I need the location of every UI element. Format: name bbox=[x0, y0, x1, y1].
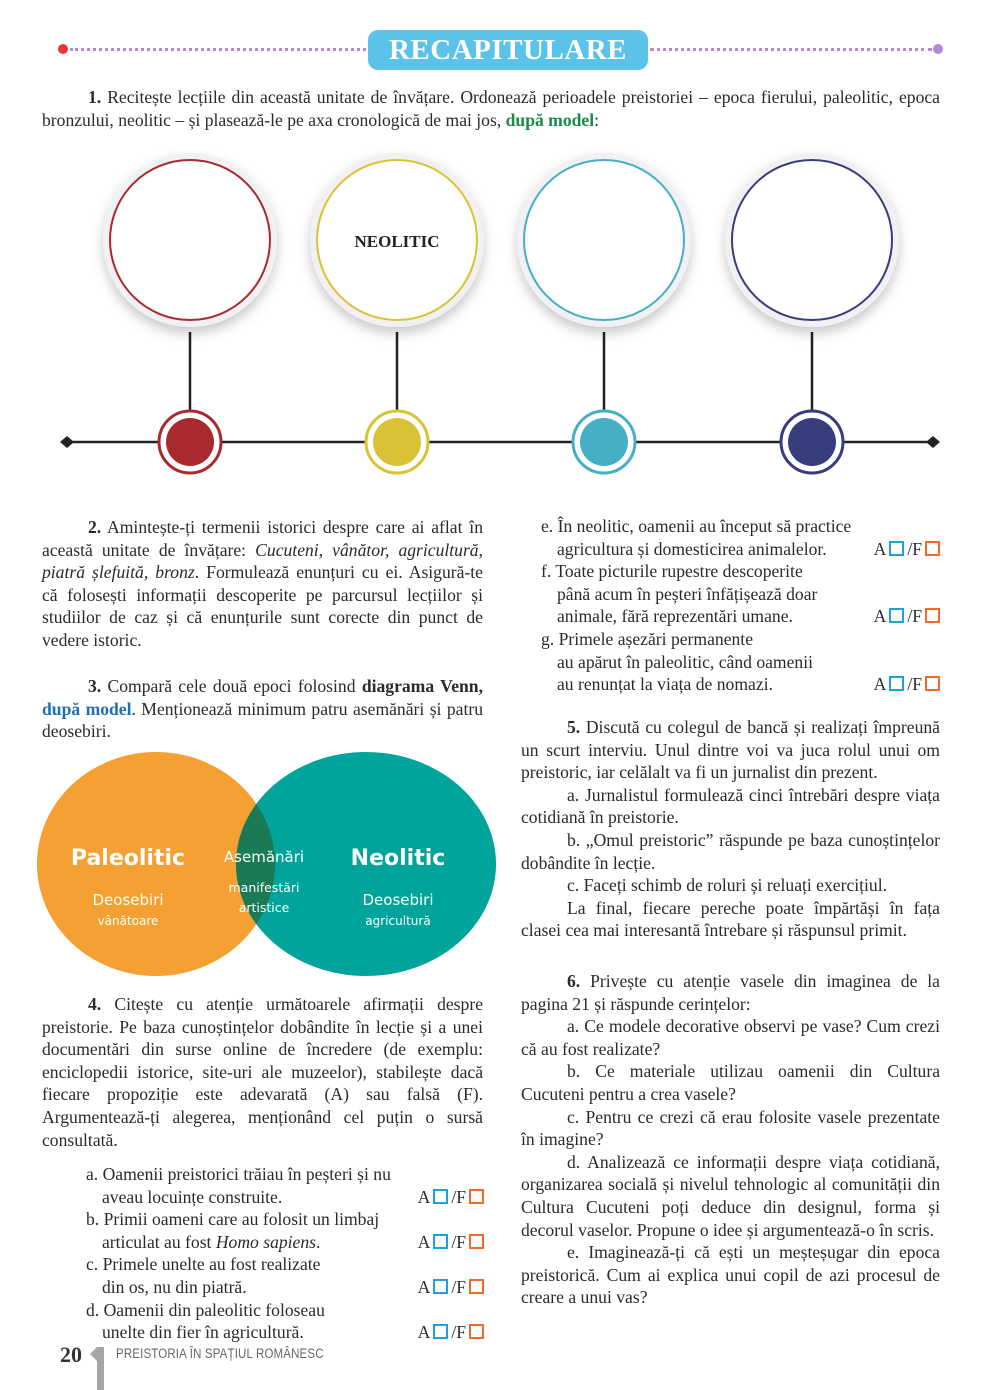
true-label: A bbox=[417, 1186, 431, 1207]
timeline-marker-dot bbox=[788, 418, 836, 466]
false-label: /F bbox=[907, 674, 922, 695]
venn-right-example: agricultură bbox=[365, 914, 431, 928]
true-false-options bbox=[874, 605, 940, 628]
venn-left-example: vânătoare bbox=[97, 914, 159, 928]
exercise-5 bbox=[521, 716, 940, 942]
timeline-marker-dot bbox=[166, 418, 214, 466]
timeline-diagram bbox=[0, 140, 1000, 500]
page-number: 20 bbox=[60, 1342, 82, 1367]
statement-line-2 bbox=[557, 538, 827, 561]
statement-line-2-text: din os, nu din piatră. bbox=[102, 1276, 247, 1297]
exercise-5-item-b: b. „Omul preistoric” răspunde pe baza cunoștințelor dobândite în lecție. bbox=[521, 829, 940, 873]
false-checkbox[interactable] bbox=[469, 1234, 484, 1249]
true-false-options bbox=[874, 673, 940, 696]
statement-last-row bbox=[541, 605, 940, 628]
exercise-2-text1: Amintește-ți termenii istorici despre care ai aflat în această unitate de învățare: bbox=[42, 517, 483, 560]
statement-line-2-text: agricultura și domesticirea animalelor. bbox=[557, 538, 827, 559]
exercise-1-number: 1. bbox=[88, 87, 102, 107]
statement-item bbox=[541, 628, 940, 696]
page-title: RECAPITULARE bbox=[368, 30, 648, 70]
exercise-6-item-c: c. Pentru ce crezi că erau folosite vasele prezentate în imagine? bbox=[521, 1106, 940, 1150]
statement-line-2-text: până acum în peșteri înfățișează doar bbox=[557, 583, 818, 604]
exercise-1 bbox=[42, 86, 940, 131]
exercise-2 bbox=[42, 516, 483, 652]
exercise-1-text: Recitește lecțiile din această unitate de învățare. Ordonează perioadele preistoriei – epoca fierului, paleolitic, epoca bronzului, neolitic – și plasează-le pe axa cronologică de mai jos, bbox=[42, 87, 940, 130]
venn-right-subtitle: Deosebiri bbox=[362, 891, 434, 909]
statements-left-column bbox=[86, 1163, 484, 1344]
venn-left-subtitle: Deosebiri bbox=[92, 891, 164, 909]
true-false-options bbox=[418, 1186, 484, 1209]
false-label: /F bbox=[451, 1186, 466, 1207]
exercise-3 bbox=[42, 675, 483, 743]
statement-last-row bbox=[541, 673, 940, 696]
venn-diagram bbox=[30, 745, 500, 985]
venn-center-example-1: manifestări bbox=[228, 880, 300, 895]
false-label: /F bbox=[451, 1276, 466, 1297]
true-checkbox[interactable] bbox=[889, 676, 904, 691]
exercise-2-terms: Cucuteni, vânător, agricultură, piatră șlefuită, bronz bbox=[42, 539, 483, 583]
venn-right-title: Neolitic bbox=[350, 846, 446, 871]
statement-item bbox=[541, 515, 940, 560]
true-checkbox[interactable] bbox=[433, 1324, 448, 1339]
false-checkbox[interactable] bbox=[469, 1324, 484, 1339]
statement-line-1: b. Primii oameni care au folosit un limbaj bbox=[86, 1209, 380, 1230]
true-label: A bbox=[417, 1231, 431, 1252]
timeline-left-arrow bbox=[60, 436, 74, 448]
true-label: A bbox=[873, 606, 887, 627]
exercise-3-number: 3. bbox=[88, 676, 102, 696]
page-marker-arrow-icon bbox=[90, 1347, 97, 1361]
timeline-period-circle bbox=[524, 160, 684, 320]
true-label: A bbox=[417, 1322, 431, 1343]
true-checkbox[interactable] bbox=[433, 1234, 448, 1249]
page-marker-bar bbox=[97, 1347, 104, 1390]
exercise-6-item-e: e. Imaginează-ți că ești un meșteșugar din epoca preistorică. Cum ai explica unui copil de azi procesul de creare a unui vas? bbox=[521, 1242, 940, 1308]
exercise-3-text1: Compară cele două epoci folosind bbox=[101, 676, 362, 696]
exercise-6-number: 6. bbox=[567, 971, 581, 991]
header-left-dotted-line bbox=[70, 48, 366, 51]
statement-line-2 bbox=[102, 1231, 320, 1254]
true-label: A bbox=[417, 1276, 431, 1297]
statement-line-2 bbox=[102, 1186, 282, 1209]
exercise-6 bbox=[521, 970, 940, 1309]
timeline-period-label: NEOLITIC bbox=[354, 232, 440, 251]
statement-last-row bbox=[86, 1231, 484, 1254]
exercise-1-colon: : bbox=[594, 109, 599, 130]
statement-item bbox=[86, 1253, 484, 1298]
statement-last-row bbox=[86, 1321, 484, 1344]
header-right-dotted-line bbox=[650, 48, 932, 51]
statement-line-1: g. Primele așezări permanente bbox=[541, 628, 754, 649]
statement-italic: Homo sapiens bbox=[215, 1231, 317, 1252]
statement-last-row bbox=[541, 538, 940, 561]
exercise-4-text: Citește cu atenție următoarele afirmații despre preistorie. Pe baza cunoștințelor dobândite în lecție și a unei documentări din surse online de încredere (de exemplu: enciclopedii istorice, site-uri ale muzeelor), stabilește dacă fiecare propoziție este adevarată (A) sau falsă (F). Argumentează-ți alegerea, menționând cel puțin o sursă consultată. bbox=[42, 994, 483, 1150]
true-false-options bbox=[418, 1231, 484, 1254]
true-label: A bbox=[873, 538, 887, 559]
exercise-5-number: 5. bbox=[567, 717, 581, 737]
statement-last-row bbox=[86, 1186, 484, 1209]
true-label: A bbox=[873, 674, 887, 695]
header-right-dot bbox=[933, 44, 943, 54]
true-checkbox[interactable] bbox=[433, 1189, 448, 1204]
exercise-6-intro: Privește cu atenție vasele din imaginea de la pagina 21 și răspunde cerințelor: bbox=[521, 971, 940, 1014]
venn-center-title: Asemănări bbox=[223, 848, 305, 866]
statement-line-2-text: au apărut în paleolitic, când oamenii bbox=[557, 651, 813, 672]
statement-item bbox=[86, 1299, 484, 1344]
false-checkbox[interactable] bbox=[925, 541, 940, 556]
venn-left-title: Paleolitic bbox=[70, 846, 186, 871]
exercise-2-text2: . Formulează enunțuri cu ei. Asigură-te că folosești informații descoperite pe parcursul lecțiilor și studiilor de caz și că enunțurile sunt corecte din punct de vedere istoric. bbox=[42, 562, 483, 650]
statement-line-3: au renunțat la viața de nomazi. bbox=[557, 674, 773, 695]
statement-line-2-text: articulat au fost bbox=[102, 1231, 216, 1252]
statement-item bbox=[86, 1163, 484, 1208]
timeline-marker-dot bbox=[580, 418, 628, 466]
exercise-3-bold: diagrama Venn, bbox=[361, 676, 483, 696]
false-checkbox[interactable] bbox=[469, 1189, 484, 1204]
statement-line-1: f. Toate picturile rupestre descoperite bbox=[541, 561, 803, 582]
true-false-options bbox=[874, 538, 940, 561]
exercise-6-item-a: a. Ce modele decorative observi pe vase? Cum crezi că au fost realizate? bbox=[521, 1016, 940, 1059]
exercise-5-item-a: a. Jurnalistul formulează cinci întrebări despre viața cotidiană în preistorie. bbox=[521, 784, 940, 828]
false-label: /F bbox=[907, 538, 922, 559]
exercise-3-text2: . Menționează minimum patru asemănări și patru deosebiri. bbox=[42, 698, 483, 742]
statement-line-1: e. În neolitic, oamenii au început să practice bbox=[541, 516, 852, 536]
true-false-options bbox=[418, 1276, 484, 1299]
exercise-6-item-b: b. Ce materiale utilizau oamenii din Cultura Cucuteni pentru a crea vasele? bbox=[521, 1061, 940, 1104]
true-false-options bbox=[418, 1321, 484, 1344]
timeline-period-circle bbox=[110, 160, 270, 320]
statement-line-2 bbox=[541, 583, 940, 606]
statement-item bbox=[541, 560, 940, 628]
statement-line-2 bbox=[541, 651, 940, 674]
false-label: /F bbox=[907, 606, 922, 627]
exercise-5-intro: Discută cu colegul de bancă și realizați împreună un scurt interviu. Unul dintre voi va juca rolul unui om preistoric, iar celălalt va fi un jurnalist din prezent. bbox=[521, 717, 940, 783]
statement-line-1: d. Oamenii din paleolitic foloseau bbox=[86, 1299, 325, 1320]
exercise-5-item-c: c. Faceți schimb de roluri și reluați exercițiul. bbox=[567, 875, 888, 896]
statement-last-row bbox=[86, 1276, 484, 1299]
false-checkbox[interactable] bbox=[925, 608, 940, 623]
header-left-dot bbox=[58, 44, 68, 54]
true-checkbox[interactable] bbox=[433, 1279, 448, 1294]
exercise-4-number: 4. bbox=[88, 994, 102, 1014]
exercise-5-final: La final, fiecare pereche poate împărtăși în fața clasei cea mai interesantă întrebare și răspunsul primit. bbox=[521, 897, 940, 941]
statement-after: . bbox=[316, 1231, 321, 1252]
chapter-title: PREISTORIA ÎN SPAȚIUL ROMÂNESC bbox=[116, 1346, 324, 1361]
exercise-1-model-link: după model bbox=[505, 109, 595, 130]
statements-right-column bbox=[541, 515, 940, 696]
false-checkbox[interactable] bbox=[469, 1279, 484, 1294]
statement-line-1: a. Oamenii preistorici trăiau în peșteri și nu bbox=[86, 1164, 391, 1184]
statement-item bbox=[86, 1208, 484, 1253]
false-label: /F bbox=[451, 1231, 466, 1252]
true-checkbox[interactable] bbox=[889, 608, 904, 623]
statement-line-2-text: aveau locuințe construite. bbox=[102, 1186, 283, 1207]
statement-line-3: animale, fără reprezentări umane. bbox=[557, 606, 793, 627]
statement-line-2 bbox=[102, 1276, 247, 1299]
exercise-3-model-link: după model bbox=[42, 698, 132, 719]
timeline-marker-dot bbox=[373, 418, 421, 466]
false-checkbox[interactable] bbox=[925, 676, 940, 691]
exercise-6-item-d: d. Analizează ce informații despre viața cotidiană, organizarea socială și nivelul tehnologic al comunității din Cultura Cucuteni poți deduce din designul, forma și decorul vaselor. Propune o idee și argumentează-o în scris. bbox=[521, 1151, 940, 1240]
statement-line-2-text: unelte din fier în agricultură. bbox=[102, 1322, 304, 1343]
timeline-right-arrow bbox=[926, 436, 940, 448]
true-checkbox[interactable] bbox=[889, 541, 904, 556]
venn-center-example-2: artistice bbox=[238, 900, 290, 915]
false-label: /F bbox=[451, 1322, 466, 1343]
exercise-2-number: 2. bbox=[88, 517, 102, 537]
statement-line-2 bbox=[102, 1321, 304, 1344]
timeline-period-circle bbox=[732, 160, 892, 320]
statement-line-1: c. Primele unelte au fost realizate bbox=[86, 1254, 321, 1275]
exercise-4 bbox=[42, 993, 483, 1151]
